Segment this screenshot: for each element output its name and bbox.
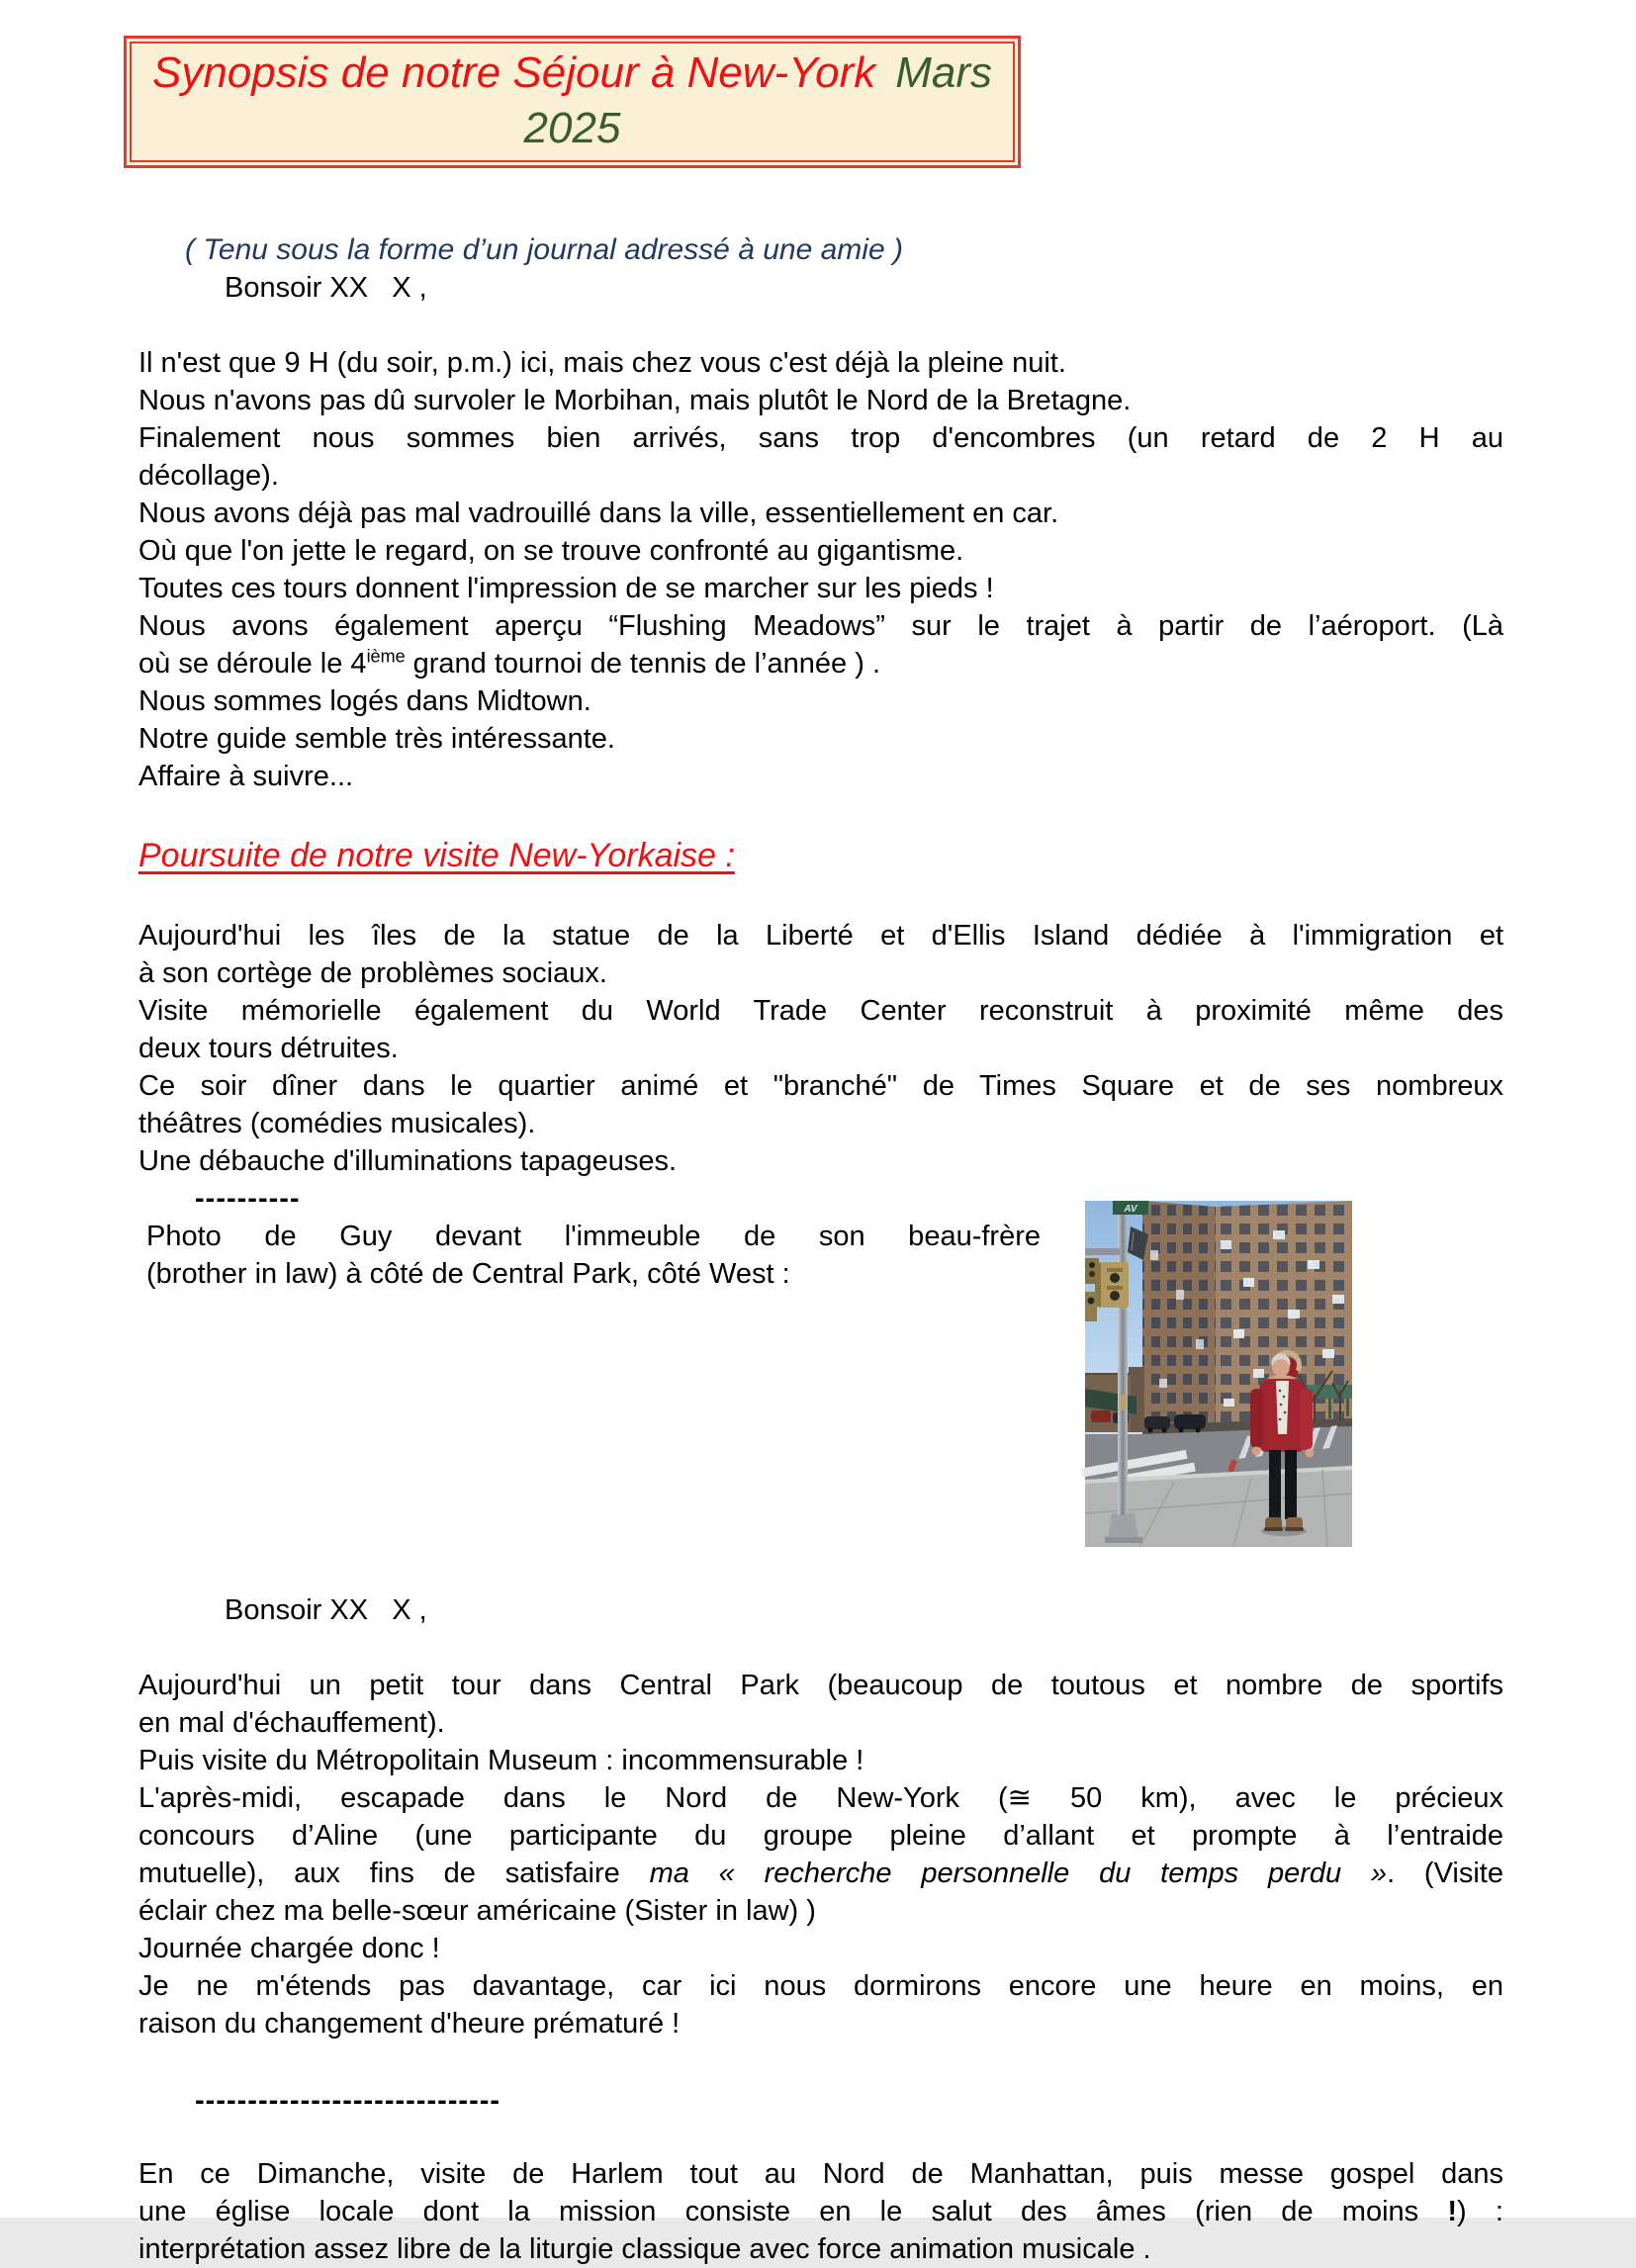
paragraph-line: Journée chargée donc ! bbox=[138, 1933, 440, 1964]
paragraph-line: Il n'est que 9 H (du soir, p.m.) ici, mais chez vous c'est déjà la pleine nuit. bbox=[138, 347, 1066, 379]
paragraph-line bbox=[138, 1855, 1503, 1892]
photo-guy-central-park bbox=[1085, 1201, 1352, 1547]
left-pant-leg bbox=[1269, 1450, 1281, 1519]
paragraph-line: éclair chez ma belle-sœur américaine (Sister in law) ) bbox=[138, 1895, 816, 1927]
photo-caption bbox=[138, 1218, 1041, 1293]
spacer bbox=[138, 307, 1503, 344]
paragraph-line: Visite mémorielle également du World Trade Center reconstruit à proximité même des bbox=[138, 995, 1503, 1027]
italic-quote-segment: ma « recherche personnelle du temps perdu » bbox=[649, 1858, 1388, 1889]
paragraph-line: Notre guide semble très intéressante. bbox=[138, 723, 615, 755]
photo-caption-line: (brother in law) à côté de Central Park, côté West : bbox=[146, 1258, 790, 1290]
section-heading: Poursuite de notre visite New-Yorkaise : bbox=[138, 837, 735, 874]
paragraph-line: théâtres (comédies musicales). bbox=[138, 1108, 536, 1139]
title-banner-inner bbox=[130, 42, 1015, 162]
photo-caption-line: Photo de Guy devant l'immeuble de son beau-frère bbox=[146, 1221, 1041, 1252]
paragraph-line: Nous avons déjà pas mal vadrouillé dans la ville, essentiellement en car. bbox=[138, 498, 1059, 529]
scarf bbox=[1276, 1381, 1289, 1434]
journal-subtitle: ( Tenu sous la forme d’un journal adressé à une amie ) bbox=[185, 233, 903, 266]
photo-section bbox=[138, 1204, 1503, 1591]
paragraph-line: décollage). bbox=[138, 460, 279, 492]
left-hand bbox=[1252, 1447, 1261, 1456]
paragraph-line: Nous n'avons pas dû survoler le Morbihan, mais plutôt le Nord de la Bretagne. bbox=[138, 385, 1132, 416]
paragraph-line: Aujourd'hui les îles de la statue de la Liberté et d'Ellis Island dédiée à l'immigration et bbox=[138, 920, 1503, 952]
paragraph-line: Affaire à suivre... bbox=[138, 761, 354, 792]
paragraph-line: Nous avons également aperçu “Flushing Meadows” sur le trajet à partir de l’aéroport. (Là bbox=[138, 610, 1503, 642]
text-segment: où se déroule le 4 bbox=[138, 648, 367, 680]
greeting-line-1: Bonsoir XX X , bbox=[225, 272, 427, 304]
title-banner bbox=[124, 36, 1021, 168]
paragraph-line: raison du changement d'heure prématuré ! bbox=[138, 2008, 681, 2040]
paragraph-line: en mal d'échauffement). bbox=[138, 1707, 445, 1739]
photo-guy-central-park-svg bbox=[1085, 1201, 1352, 1547]
text-segment: ) : bbox=[1457, 2196, 1503, 2227]
page-title: Synopsis de notre Séjour à New-York bbox=[151, 48, 876, 97]
right-hand bbox=[1306, 1449, 1315, 1458]
paragraph-line: interprétation assez libre de la liturgie classique avec force animation musicale . bbox=[138, 2233, 1151, 2265]
paragraph-line: deux tours détruites. bbox=[138, 1033, 399, 1064]
paragraph-line: Puis visite du Métropolitain Museum : incommensurable ! bbox=[138, 1745, 864, 1776]
paragraph-line: Finalement nous sommes bien arrivés, sans trop d'encombres (un retard de 2 H au bbox=[138, 422, 1503, 454]
pole-sticker bbox=[1119, 1395, 1128, 1410]
spacer bbox=[138, 2042, 1503, 2082]
spacer bbox=[138, 1629, 1503, 1667]
separator-dashes: ---------- bbox=[195, 1183, 301, 1215]
text-segment: grand tournoi de tennis de l’année ) . bbox=[405, 648, 881, 680]
paragraph-line: Une débauche d'illuminations tapageuses. bbox=[138, 1145, 678, 1177]
spacer bbox=[138, 2120, 1503, 2155]
paragraph-line: à son cortège de problèmes sociaux. bbox=[138, 957, 607, 989]
bold-exclamation: ! bbox=[1447, 2196, 1458, 2227]
paragraph-line: Nous sommes logés dans Midtown. bbox=[138, 685, 591, 717]
paragraph-line: L'après-midi, escapade dans le Nord de New-York (≅ 50 km), avec le précieux bbox=[138, 1782, 1503, 1814]
paragraph-line: Je ne m'étends pas davantage, car ici nous dormirons encore une heure en moins, en bbox=[138, 1970, 1503, 2002]
paragraph-line: concours d’Aline (une participante du groupe pleine d’allant et prompte à l’entraide bbox=[138, 1820, 1503, 1852]
paragraph-line: Toutes ces tours donnent l'impression de se marcher sur les pieds ! bbox=[138, 573, 994, 604]
text-segment: une église locale dont la mission consiste en le salut des âmes (rien de moins bbox=[138, 2196, 1448, 2227]
paragraph-line: Aujourd'hui un petit tour dans Central Park (beaucoup de toutous et nombre de sportifs bbox=[138, 1670, 1503, 1701]
text-segment: . (Visite bbox=[1387, 1858, 1503, 1889]
right-pant-leg bbox=[1285, 1450, 1297, 1519]
paragraph-line: En ce Dimanche, visite de Harlem tout au Nord de Manhattan, puis messe gospel dans bbox=[138, 2158, 1503, 2190]
apartment-building bbox=[1142, 1201, 1352, 1440]
text-segment: mutuelle), aux fins de satisfaire bbox=[138, 1858, 650, 1889]
parka-left-arm bbox=[1250, 1389, 1263, 1448]
face bbox=[1272, 1359, 1290, 1377]
paragraph-line bbox=[138, 2193, 1503, 2230]
parka-right-arm bbox=[1300, 1389, 1313, 1450]
separator-dashes: ----------------------------- bbox=[195, 2085, 501, 2117]
greeting-line-2: Bonsoir XX X , bbox=[225, 1594, 427, 1626]
ordinal-superscript: ième bbox=[366, 646, 406, 667]
paragraph-line: Où que l'on jette le regard, on se trouve confronté au gigantisme. bbox=[138, 535, 964, 567]
paragraph-line bbox=[138, 645, 1503, 682]
page-title-date: Mars 2025 bbox=[523, 48, 993, 152]
paragraph-line: Ce soir dîner dans le quartier animé et "branché" de Times Square et de ses nombreux bbox=[138, 1070, 1503, 1102]
svg-text:AV: AV bbox=[1124, 1204, 1137, 1215]
